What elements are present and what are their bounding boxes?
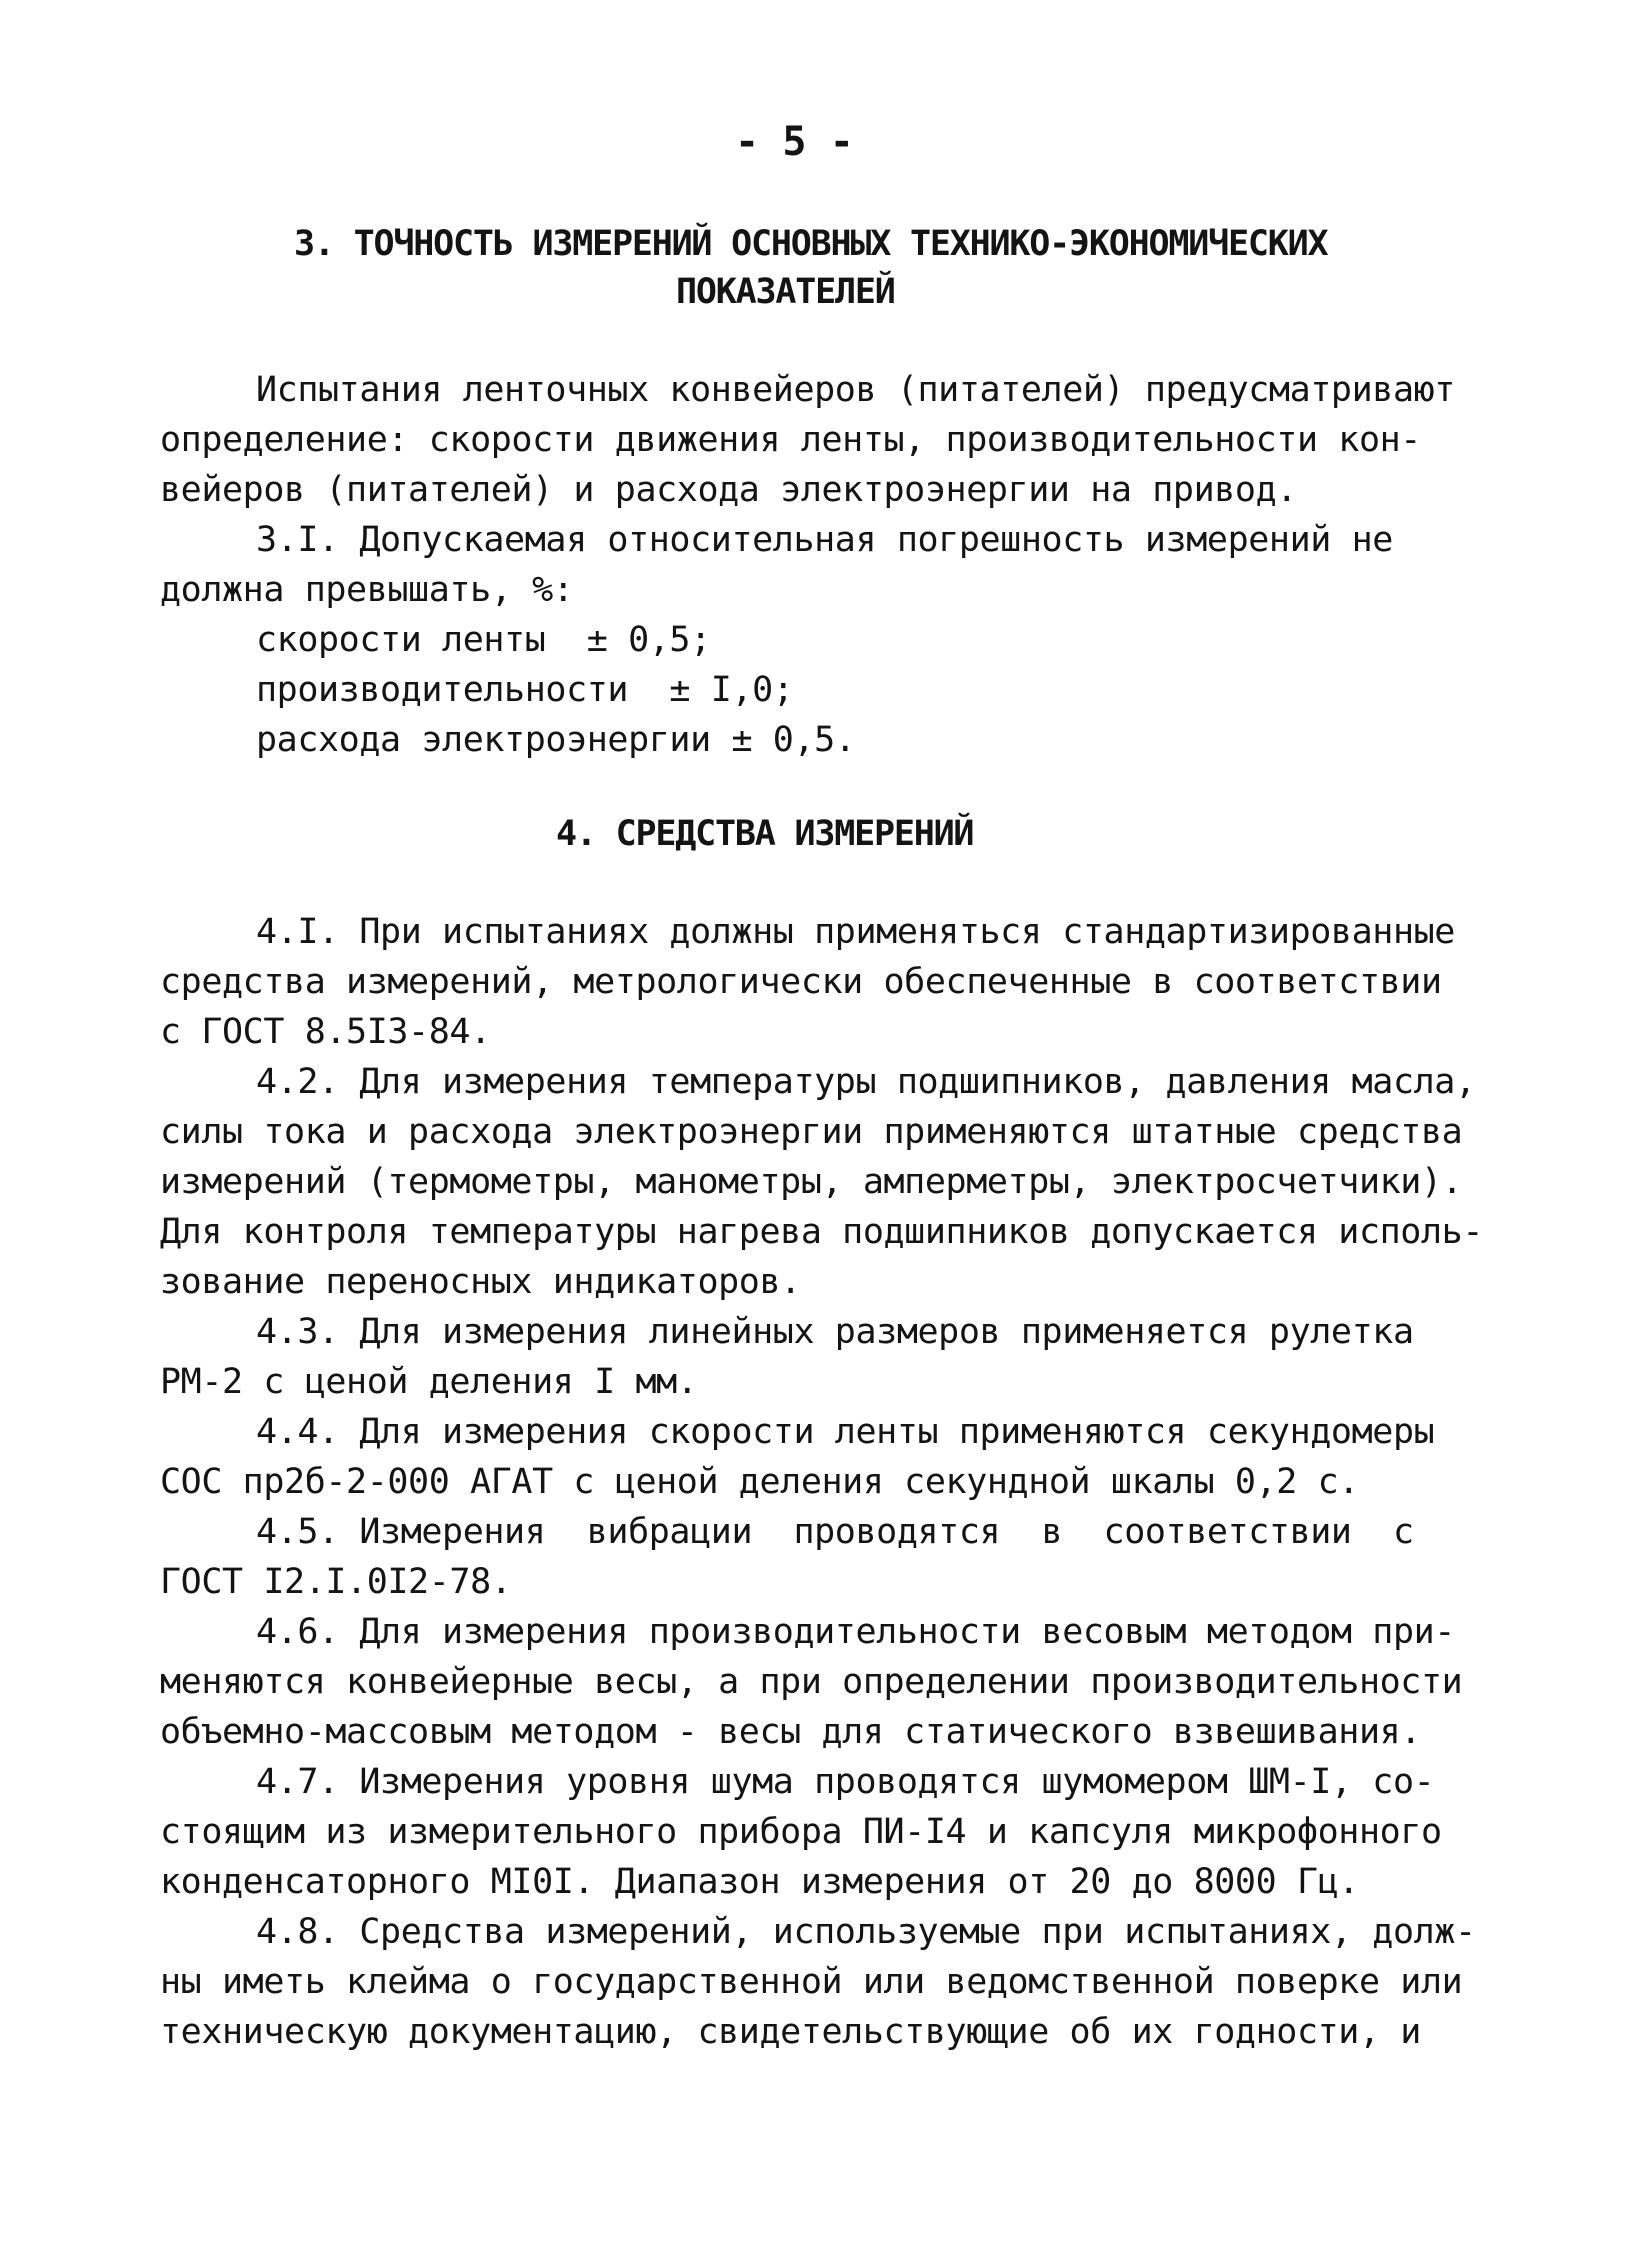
section-3-heading-line-2: ПОКАЗАТЕЛЕЙ: [676, 272, 895, 312]
section-4-text-line: с ГОСТ 8.5I3-84.: [160, 1012, 491, 1052]
section-4-text-line: СОС пр2б-2-000 АГАТ с ценой деления секундной шкалы 0,2 с.: [160, 1462, 1359, 1502]
section-4-text-line: 4.3. Для измерения линейных размеров применяется рулетка: [256, 1312, 1414, 1352]
section-4-text-line: ГОСТ I2.I.0I2-78.: [160, 1562, 512, 1602]
section-3-text-line: 3.I. Допускаемая относительная погрешность измерений не: [256, 520, 1393, 560]
section-4-text-line: силы тока и расхода электроэнергии применяются штатные средства: [160, 1112, 1463, 1152]
page-number: - 5 -: [735, 119, 854, 165]
section-3-list-item: производительности ± I,0;: [256, 670, 794, 710]
section-4-text-line: техническую документацию, свидетельствующие об их годности, и: [160, 2012, 1421, 2052]
section-3-list-item: расхода электроэнергии ± 0,5.: [256, 720, 856, 760]
section-4-text-line: конденсаторного МI0I. Диапазон измерения от 20 до 8000 Гц.: [160, 1862, 1359, 1902]
section-3-text-line: определение: скорости движения ленты, производительности кон-: [160, 420, 1421, 460]
section-4-text-line: меняются конвейерные весы, а при определении производительности: [160, 1662, 1463, 1702]
section-4-text-line: ны иметь клейма о государственной или ведомственной поверке или: [160, 1962, 1463, 2002]
section-4-text-line: 4.2. Для измерения температуры подшипников, давления масла,: [256, 1062, 1476, 1102]
section-3-text-line: Испытания ленточных конвейеров (питателей) предусматривают: [256, 370, 1455, 410]
section-4-text-line: зование переносных индикаторов.: [160, 1262, 801, 1302]
section-3-list-item: скорости ленты ± 0,5;: [256, 620, 711, 660]
section-4-heading: 4. СРЕДСТВА ИЗМЕРЕНИЙ: [556, 814, 974, 854]
section-3-heading-line-1: 3. ТОЧНОСТЬ ИЗМЕРЕНИЙ ОСНОВНЫХ ТЕХНИКО-ЭКОНОМИЧЕСКИХ: [294, 224, 1328, 264]
section-4-text-line: объемно-массовым методом - весы для статического взвешивания.: [160, 1712, 1421, 1752]
section-3-text-line: вейеров (питателей) и расхода электроэнергии на привод.: [160, 470, 1297, 510]
section-4-text-line: 4.5. Измерения вибрации проводятся в соответствии с: [256, 1512, 1414, 1552]
section-4-text-line: 4.8. Средства измерений, используемые при испытаниях, долж-: [256, 1912, 1476, 1952]
section-4-text-line: 4.I. При испытаниях должны применяться стандартизированные: [256, 912, 1455, 952]
section-4-text-line: средства измерений, метрологически обеспеченные в соответствии: [160, 962, 1442, 1002]
section-4-text-line: РМ-2 с ценой деления I мм.: [160, 1362, 698, 1402]
section-4-text-line: 4.7. Измерения уровня шума проводятся шумомером ШМ-I, со-: [256, 1762, 1435, 1802]
section-4-text-line: Для контроля температуры нагрева подшипников допускается исполь-: [160, 1212, 1483, 1252]
section-4-text-line: 4.4. Для измерения скорости ленты применяются секундомеры: [256, 1412, 1435, 1452]
section-4-text-line: стоящим из измерительного прибора ПИ-I4 и капсуля микрофонного: [160, 1812, 1442, 1852]
section-4-text-line: измерений (термометры, манометры, амперметры, электросчетчики).: [160, 1162, 1463, 1202]
section-3-text-line: должна превышать, %:: [160, 570, 574, 610]
section-4-text-line: 4.6. Для измерения производительности весовым методом при-: [256, 1612, 1455, 1652]
